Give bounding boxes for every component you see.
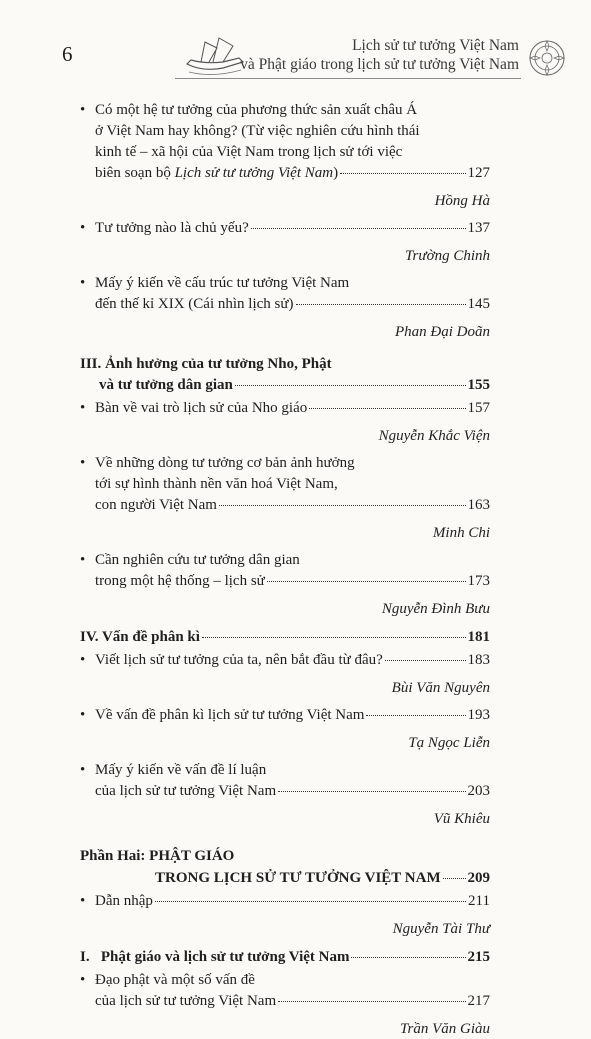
page-ref: 211 — [468, 893, 490, 909]
bullet-icon: • — [80, 220, 86, 236]
page-ref: 163 — [467, 497, 490, 513]
bullet-icon: • — [80, 275, 86, 291]
bullet-icon: • — [80, 102, 86, 118]
ship-ornament-icon — [183, 34, 247, 80]
toc-entry: • Đạo phật và một số vấn đề của lịch sử tư tưởng Việt Nam 217 — [80, 970, 490, 1012]
toc-entry: • Về vấn đề phân kì lịch sử tư tưởng Việt Nam 193 — [80, 705, 490, 726]
toc-author: Nguyễn Khắc Viện — [378, 428, 490, 444]
running-header-line1: Lịch sử tư tưởng Việt Nam — [352, 37, 519, 54]
page-ref: 217 — [467, 993, 490, 1009]
toc-entry: • Bàn về vai trò lịch sử của Nho giáo 157 — [80, 398, 490, 419]
toc-entry: • Mấy ý kiến về vấn đề lí luận của lịch sử tư tưởng Việt Nam 203 — [80, 760, 490, 802]
toc-author: Phan Đại Doãn — [395, 324, 490, 340]
toc-author: Bùi Văn Nguyên — [391, 680, 490, 696]
toc-entry: • Về những dòng tư tưởng cơ bản ảnh hưởng tới sự hình thành nền văn hoá Việt Nam, con người Việt Nam 163 — [80, 453, 490, 516]
toc-entry: • Mấy ý kiến về cấu trúc tư tưởng Việt Nam đến thế kỉ XIX (Cái nhìn lịch sử) 145 — [80, 273, 490, 315]
running-header — [240, 36, 519, 74]
toc-author: Hồng Hà — [434, 193, 490, 209]
toc-entry: • Viết lịch sử tư tưởng của ta, nên bắt đầu từ đâu? 183 — [80, 650, 490, 671]
toc-author: Nguyễn Tài Thư — [392, 921, 490, 937]
toc-section-3: III. Ảnh hưởng của tư tưởng Nho, Phật và tư tưởng dân gian 155 — [80, 354, 490, 396]
bullet-icon: • — [80, 400, 86, 416]
page-ref: 181 — [467, 629, 490, 645]
bullet-icon: • — [80, 972, 86, 988]
bullet-icon: • — [80, 893, 86, 909]
bullet-icon: • — [80, 652, 86, 668]
page-ref: 193 — [467, 707, 490, 723]
page-ref: 127 — [467, 165, 490, 181]
toc-author: Tạ Ngọc Liễn — [408, 735, 490, 751]
bullet-icon: • — [80, 455, 86, 471]
page-ref: 157 — [467, 400, 490, 416]
toc-entry: • Tư tưởng nào là chủ yếu? 137 — [80, 218, 490, 239]
bullet-icon: • — [80, 552, 86, 568]
page-ref: 137 — [467, 220, 490, 236]
page-ref: 173 — [467, 573, 490, 589]
toc-section-4: IV. Vấn đề phân kì 181 — [80, 627, 490, 648]
page-number: 6 — [62, 42, 73, 66]
bullet-icon: • — [80, 762, 86, 778]
toc-entry: • Có một hệ tư tưởng của phương thức sản xuất châu Á ở Việt Nam hay không? (Từ việc nghiên cứu hình thái kinh tế – xã hội của Việt Nam trong lịch sử tới việc biên soạn bộ Lịch sử tư tưởng Việt Nam) 127 — [80, 100, 490, 184]
toc-author: Vũ Khiêu — [433, 811, 490, 827]
toc-part-2: Phần Hai: PHẬT GIÁO TRONG LỊCH SỬ TƯ TƯỞNG VIỆT NAM 209 — [80, 845, 490, 889]
toc-section-1: I. Phật giáo và lịch sử tư tưởng Việt Nam 215 — [80, 947, 490, 968]
bullet-icon: • — [80, 707, 86, 723]
toc-author: Trần Văn Giàu — [399, 1021, 490, 1037]
toc-author: Minh Chi — [432, 525, 490, 541]
table-of-contents — [80, 100, 490, 1039]
lotus-ornament-icon — [527, 38, 567, 78]
header-rule — [175, 78, 521, 79]
page-ref: 155 — [467, 377, 490, 393]
toc-author: Trường Chinh — [405, 248, 490, 264]
page-ref: 215 — [467, 949, 490, 965]
page-ref: 209 — [467, 870, 490, 886]
toc-entry: • Cần nghiên cứu tư tưởng dân gian trong một hệ thống – lịch sử 173 — [80, 550, 490, 592]
running-header-line2: và Phật giáo trong lịch sử tư tưởng Việt Nam — [240, 56, 519, 73]
page-ref: 183 — [467, 652, 490, 668]
page-ref: 145 — [467, 296, 490, 312]
toc-entry: • Dẫn nhập 211 — [80, 891, 490, 912]
page-ref: 203 — [467, 783, 490, 799]
toc-author: Nguyễn Đình Bưu — [381, 601, 490, 617]
